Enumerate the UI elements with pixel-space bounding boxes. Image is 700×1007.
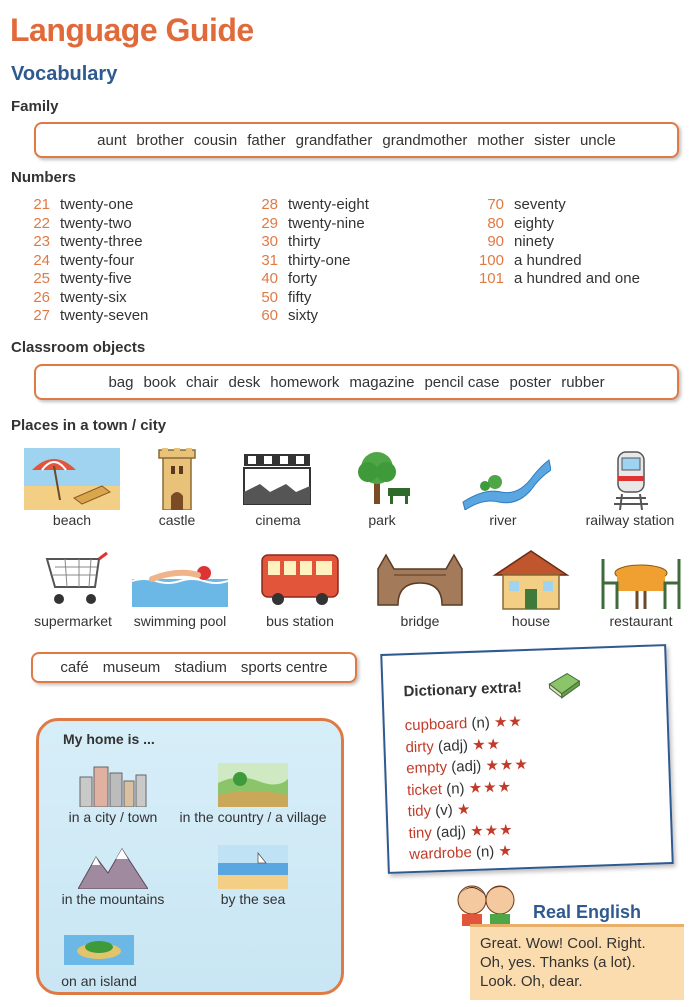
real-english-line: Great. Wow! Cool. Right. <box>480 935 646 952</box>
number-row: 22 twenty-two <box>33 214 132 232</box>
numbers-column-2 <box>250 196 369 326</box>
places-word: café <box>60 659 89 676</box>
classroom-word: pencil case <box>424 373 500 391</box>
shopping-cart-icon <box>25 549 121 611</box>
place-house: house <box>471 549 591 629</box>
classroom-heading: Classroom objects <box>11 339 146 356</box>
bridge-icon <box>372 549 468 611</box>
film-clapperboard-icon <box>230 448 326 510</box>
real-english-title: Real English <box>533 902 642 922</box>
number-row: 101 a hundred and one <box>478 270 640 287</box>
classroom-word: rubber <box>561 373 605 391</box>
city-icon <box>78 763 148 807</box>
classroom-word: chair <box>186 373 219 391</box>
beach-icon <box>24 448 120 510</box>
dictionary-entry: dirty (adj) ★★ <box>405 735 502 756</box>
my-home-panel <box>36 718 344 995</box>
countryside-icon <box>218 763 288 807</box>
number-row: 21 twenty-one <box>33 196 134 213</box>
number-row: 26 twenty-six <box>33 288 127 306</box>
sea-icon <box>218 845 288 889</box>
my-home-title: My home is ... <box>63 731 155 747</box>
numbers-column-1 <box>22 196 148 326</box>
train-icon <box>582 448 678 510</box>
numbers-heading: Numbers <box>11 169 77 186</box>
family-word: uncle <box>579 131 616 149</box>
home-item: on an island <box>49 927 149 989</box>
place-park: park <box>322 448 442 528</box>
classroom-word: magazine <box>349 373 415 391</box>
place-railway-station: railway station <box>570 448 690 528</box>
restaurant-table-icon <box>593 549 689 611</box>
bus-icon <box>252 549 348 611</box>
castle-icon <box>129 448 225 510</box>
number-row: 90 ninety <box>487 233 555 250</box>
family-word: father <box>247 131 286 149</box>
real-english-line: Oh, yes. Thanks (a lot). <box>480 954 636 971</box>
dictionary-list <box>404 711 532 866</box>
place-restaurant: restaurant <box>581 549 700 629</box>
place-supermarket: supermarket <box>13 549 133 629</box>
real-english-box <box>470 924 684 1000</box>
family-word: grandmother <box>382 131 468 149</box>
dictionary-entry: tidy (v) ★ <box>407 800 472 821</box>
dictionary-entry: wardrobe (n) ★ <box>408 842 514 864</box>
classroom-word: homework <box>270 373 340 391</box>
kids-illustration-icon <box>448 876 528 926</box>
classroom-word: book <box>143 373 176 391</box>
number-row: 40 forty <box>261 270 318 287</box>
place-swimming-pool: swimming pool <box>120 549 240 629</box>
number-row: 30 thirty <box>261 233 321 250</box>
home-item: in the country / a village <box>173 763 333 825</box>
family-heading: Family <box>11 98 59 115</box>
number-row: 70 seventy <box>487 196 566 213</box>
places-word: museum <box>102 659 161 676</box>
classroom-word-box <box>34 364 679 400</box>
home-item: in a city / town <box>53 763 173 825</box>
places-word: sports centre <box>240 659 328 676</box>
number-row: 100 a hundred <box>478 251 582 269</box>
number-row: 29 twenty-nine <box>261 214 365 232</box>
number-row: 23 twenty-three <box>33 233 143 250</box>
numbers-column-3 <box>470 196 640 289</box>
number-row: 60 sixty <box>261 307 318 324</box>
river-icon <box>455 448 551 510</box>
place-cinema: cinema <box>218 448 338 528</box>
family-word-box <box>34 122 679 158</box>
swimmer-icon <box>132 549 228 611</box>
place-river: river <box>443 448 563 528</box>
place-beach: beach <box>12 448 132 528</box>
dictionary-entry: ticket (n) ★★★ <box>406 778 513 799</box>
classroom-word: bag <box>108 373 134 391</box>
family-word: grandfather <box>295 131 373 149</box>
number-row: 28 twenty-eight <box>261 196 369 213</box>
dictionary-title: Dictionary extra! <box>403 679 523 701</box>
places-word-box <box>31 652 357 683</box>
home-item: by the sea <box>203 845 303 907</box>
mountains-icon <box>78 845 148 889</box>
family-word: mother <box>477 131 525 149</box>
dictionary-panel <box>380 644 674 874</box>
section-title: Vocabulary <box>11 63 118 85</box>
number-row: 31 thirty-one <box>261 251 351 269</box>
number-row: 27 twenty-seven <box>33 307 149 324</box>
place-castle: castle <box>117 448 237 528</box>
dictionary-entry: empty (adj) ★★★ <box>405 755 530 778</box>
page-title: Language Guide <box>10 12 254 48</box>
classroom-word: desk <box>228 373 261 391</box>
real-english-line: Look. Oh, dear. <box>480 973 583 990</box>
island-icon <box>64 927 134 971</box>
dictionary-entry: cupboard (n) ★★ <box>404 713 524 735</box>
dictionary-entry: tiny (adj) ★★★ <box>408 821 514 842</box>
number-row: 50 fifty <box>261 288 312 306</box>
family-word: aunt <box>97 131 127 149</box>
number-row: 24 twenty-four <box>33 251 135 269</box>
home-item: in the mountains <box>43 845 183 907</box>
house-icon <box>483 549 579 611</box>
place-bridge: bridge <box>360 549 480 629</box>
places-word: stadium <box>174 659 227 676</box>
family-word: sister <box>534 131 570 149</box>
number-row: 25 twenty-five <box>33 270 132 287</box>
park-tree-icon <box>334 448 430 510</box>
family-word: brother <box>136 131 184 149</box>
classroom-word: poster <box>509 373 552 391</box>
family-word: cousin <box>193 131 238 149</box>
number-row: 80 eighty <box>487 214 555 232</box>
place-bus-station: bus station <box>240 549 360 629</box>
dictionary-book-icon <box>545 669 582 700</box>
places-heading: Places in a town / city <box>11 417 167 434</box>
